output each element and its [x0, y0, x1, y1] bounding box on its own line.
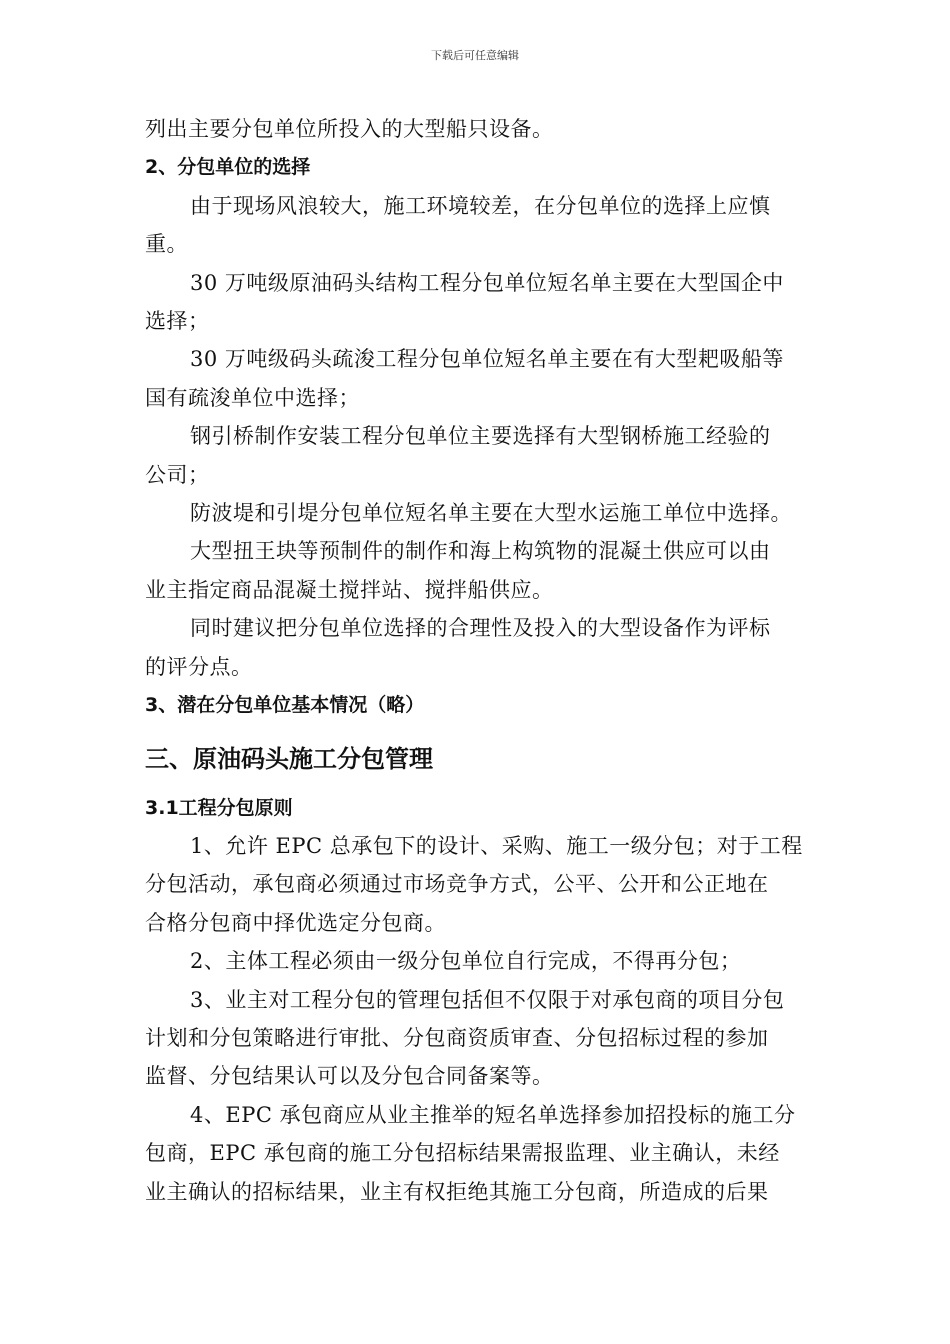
paragraph-line: 国有疏浚单位中选择； — [145, 385, 360, 410]
paragraph-line: 合格分包商中择优选定分包商。 — [145, 910, 446, 935]
subsection-heading: 3、潜在分包单位基本情况（略） — [145, 694, 425, 717]
paragraph-line: 列出主要分包单位所投入的大型船只设备。 — [145, 117, 554, 141]
paragraph-line: 的评分点。 — [145, 654, 253, 679]
paragraph-line: 2、主体工程必须由一级分包单位自行完成，不得再分包； — [190, 949, 742, 974]
paragraph-line: 业主确认的招标结果，业主有权拒绝其施工分包商，所造成的后果 — [145, 1179, 769, 1204]
paragraph-line: 业主指定商品混凝土搅拌站、搅拌船供应。 — [145, 577, 554, 602]
paragraph-line: 30 万吨级原油码头结构工程分包单位短名单主要在大型国企中 — [190, 270, 784, 295]
paragraph-line: 分包活动，承包商必须通过市场竞争方式，公平、公开和公正地在 — [145, 872, 769, 897]
document-body — [145, 110, 810, 1211]
paragraph-line: 防波堤和引堤分包单位短名单主要在大型水运施工单位中选择。 — [190, 501, 792, 526]
paragraph-line: 1、允许 EPC 总承包下的设计、采购、施工一级分包；对于工程 — [190, 833, 803, 858]
paragraph-line: 包商，EPC 承包商的施工分包招标结果需报监理、业主确认，未经 — [145, 1141, 780, 1166]
subsection-heading: 3.1工程分包原则 — [145, 796, 293, 819]
paragraph-line: 3、业主对工程分包的管理包括但不仅限于对承包商的项目分包 — [190, 987, 785, 1012]
paragraph-line: 钢引桥制作安装工程分包单位主要选择有大型钢桥施工经验的 — [190, 424, 771, 449]
paragraph-line: 大型扭王块等预制件的制作和海上构筑物的混凝土供应可以由 — [190, 539, 771, 564]
paragraph-line: 同时建议把分包单位选择的合理性及投入的大型设备作为评标 — [190, 616, 771, 641]
paragraph-line: 30 万吨级码头疏浚工程分包单位短名单主要在有大型耙吸船等 — [190, 347, 784, 372]
subsection-heading: 2、分包单位的选择 — [145, 156, 311, 179]
page-header-note: 下载后可任意编辑 — [431, 49, 519, 62]
paragraph-line: 选择； — [145, 309, 210, 334]
paragraph-line: 计划和分包策略进行审批、分包商资质审查、分包招标过程的参加 — [145, 1025, 769, 1050]
paragraph-line: 由于现场风浪较大，施工环境较差，在分包单位的选择上应慎 — [190, 193, 771, 218]
paragraph-line: 4、EPC 承包商应从业主推举的短名单选择参加招投标的施工分 — [190, 1102, 796, 1127]
section-heading: 三、原油码头施工分包管理 — [145, 744, 433, 773]
paragraph-line: 监督、分包结果认可以及分包合同备案等。 — [145, 1064, 554, 1089]
paragraph-line: 重。 — [145, 232, 188, 257]
paragraph-line: 公司； — [145, 462, 210, 487]
